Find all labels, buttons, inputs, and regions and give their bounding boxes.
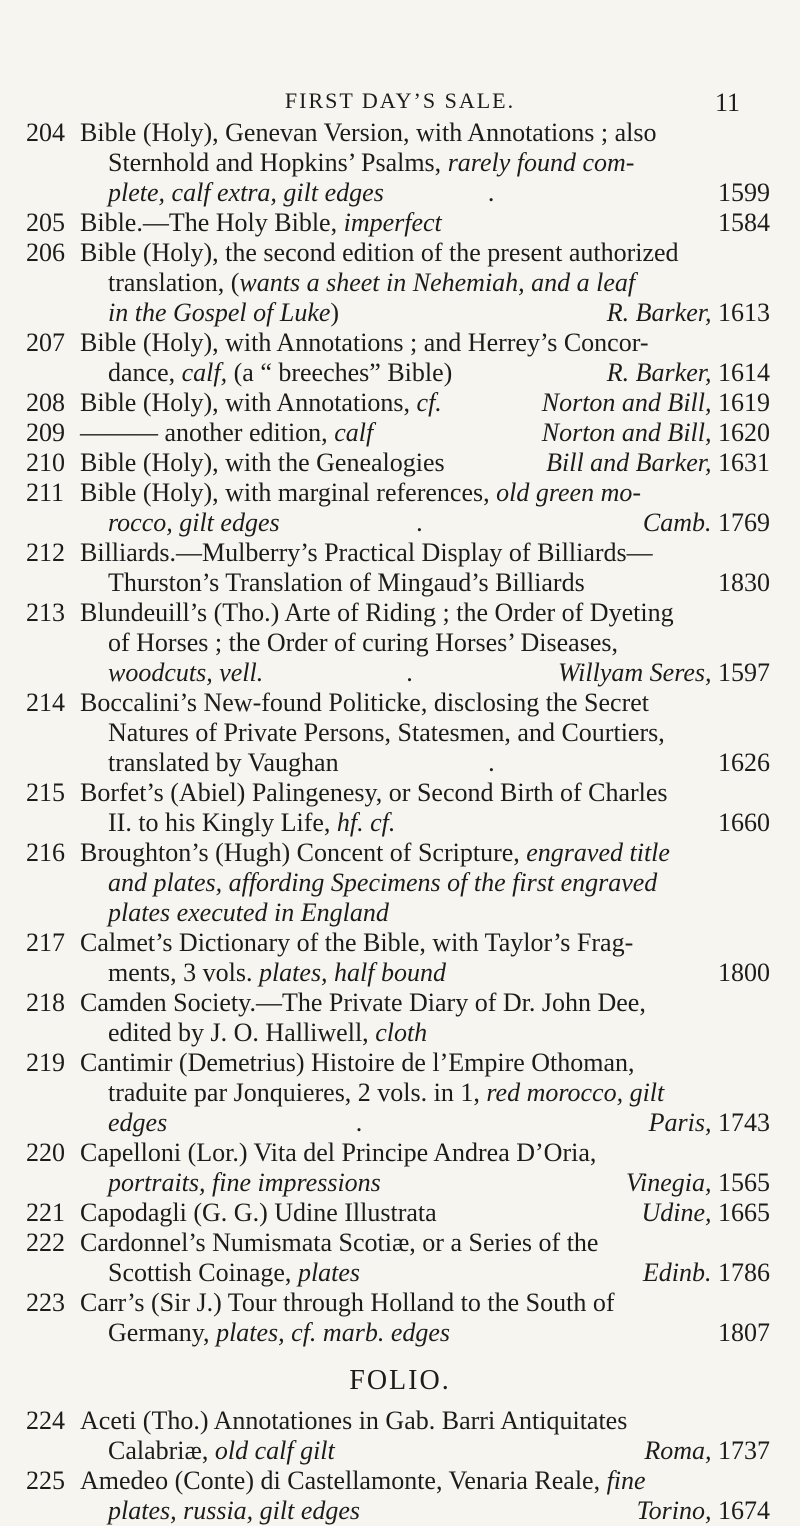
catalogue-entry: [0, 388, 800, 418]
lot-number: 211: [26, 478, 65, 507]
catalogue-entry: [0, 988, 800, 1048]
entry-text: ——— another edition, calf: [80, 418, 374, 447]
entry-text: plates, russia, gilt edges: [108, 1496, 361, 1525]
entry-line: [108, 298, 770, 328]
entry-line: [108, 568, 770, 598]
entry-text: plete, calf extra, gilt edges .: [108, 178, 495, 207]
entry-text: in the Gospel of Luke): [108, 298, 340, 327]
entry-line: [108, 658, 770, 688]
entry-line: [80, 328, 770, 358]
catalogue-entry: [0, 1288, 800, 1348]
entry-line: [108, 1436, 770, 1466]
lot-number: 212: [26, 538, 65, 567]
entry-line: [80, 778, 770, 808]
entry-line: [80, 598, 770, 628]
entry-text: Blundeuill’s (Tho.) Arte of Riding ; the Order of Dyeting: [80, 598, 674, 627]
lot-number: 218: [26, 988, 65, 1017]
catalogue-entry: [0, 1198, 800, 1228]
catalogue-entries: [0, 118, 800, 1526]
catalogue-entry: [0, 598, 800, 688]
entry-text: Calmet’s Dictionary of the Bible, with Taylor’s Frag-: [80, 928, 634, 957]
catalogue-entry: [0, 238, 800, 328]
entry-text: Bible (Holy), with Annotations, cf.: [80, 388, 442, 417]
entry-line: [80, 118, 770, 148]
entry-text: Aceti (Tho.) Annotationes in Gab. Barri Antiquitates: [80, 1406, 628, 1435]
catalogue-entry: [0, 448, 800, 478]
lot-number: 216: [26, 838, 65, 867]
catalogue-entry: [0, 208, 800, 238]
entry-text: Cantimir (Demetrius) Histoire de l’Empire Othoman,: [80, 1048, 635, 1077]
lot-number: 224: [26, 1406, 65, 1435]
catalogue-entry: [0, 778, 800, 838]
entry-line: [108, 1258, 770, 1288]
entry-text: Capodagli (G. G.) Udine Illustrata: [80, 1198, 437, 1227]
entry-line: [108, 628, 770, 658]
entry-text: Carr’s (Sir J.) Tour through Holland to the South of: [80, 1288, 615, 1317]
entry-text: and plates, affording Specimens of the first engraved: [108, 868, 658, 897]
catalogue-entry: [0, 118, 800, 208]
catalogue-entry: [0, 418, 800, 448]
entry-imprint: R. Barker, 1613: [606, 298, 770, 327]
entry-imprint: Vinegia, 1565: [626, 1168, 770, 1197]
entry-text: Bible (Holy), with the Genealogies: [80, 448, 445, 477]
entry-text: Thurston’s Translation of Mingaud’s Billiards: [108, 568, 585, 597]
entry-text: Bible (Holy), with Annotations ; and Herrey’s Concor-: [80, 328, 649, 357]
entry-line: [108, 1108, 770, 1138]
entry-text: Capelloni (Lor.) Vita del Principe Andrea D’Oria,: [80, 1138, 597, 1167]
entry-imprint: Udine, 1665: [641, 1198, 770, 1227]
lot-number: 208: [26, 388, 65, 417]
entry-line: [80, 418, 770, 448]
entry-text: Calabriæ, old calf gilt: [108, 1436, 335, 1465]
entry-text: dance, calf, (a “ breeches” Bible): [108, 358, 453, 387]
entry-line: [108, 508, 770, 538]
entry-text: portraits, fine impressions: [108, 1168, 381, 1197]
entry-text: II. to his Kingly Life, hf. cf.: [108, 808, 396, 837]
section-title: FOLIO.: [349, 1365, 451, 1396]
entry-imprint: Norton and Bill, 1620: [541, 418, 770, 447]
entry-line: [108, 898, 770, 928]
entry-line: [80, 388, 770, 418]
lot-number: 220: [26, 1138, 65, 1167]
entry-line: [80, 478, 770, 508]
entry-text: translation, (wants a sheet in Nehemiah, and a leaf: [108, 268, 636, 297]
entry-text: woodcuts, vell. .: [108, 658, 413, 687]
entry-imprint: 1807: [718, 1318, 770, 1347]
entry-text: Sternhold and Hopkins’ Psalms, rarely found com-: [108, 148, 635, 177]
entry-text: Borfet’s (Abiel) Palingenesy, or Second Birth of Charles: [80, 778, 668, 807]
lot-number: 207: [26, 328, 65, 357]
lot-number: 223: [26, 1288, 65, 1317]
entry-line: [80, 1138, 770, 1168]
entry-imprint: 1800: [718, 958, 770, 987]
lot-number: 215: [26, 778, 65, 807]
entry-imprint: R. Barker, 1614: [606, 358, 770, 387]
lot-number: 222: [26, 1228, 65, 1257]
entry-line: [80, 238, 770, 268]
lot-number: 219: [26, 1048, 65, 1077]
entry-line: [108, 178, 770, 208]
entry-imprint: 1584: [718, 208, 770, 237]
lot-number: 205: [26, 208, 65, 237]
lot-number: 213: [26, 598, 65, 627]
catalogue-entry: [0, 538, 800, 598]
entry-line: [108, 1496, 770, 1526]
entry-text: Cardonnel’s Numismata Scotiæ, or a Series of the: [80, 1228, 599, 1257]
entry-imprint: Paris, 1743: [648, 1108, 770, 1137]
entry-imprint: Camb. 1769: [642, 508, 770, 537]
entry-text: Billiards.—Mulberry’s Practical Display of Billiards—: [80, 538, 653, 567]
entry-line: [108, 1318, 770, 1348]
entry-line: [108, 148, 770, 178]
entry-line: [80, 1198, 770, 1228]
entry-line: [80, 988, 770, 1018]
catalogue-entry: [0, 928, 800, 988]
lot-number: 221: [26, 1198, 65, 1227]
entry-text: translated by Vaughan .: [108, 748, 495, 777]
entry-text: plates executed in England: [108, 898, 389, 927]
entry-text: traduite par Jonquieres, 2 vols. in 1, red morocco, gilt: [108, 1078, 665, 1107]
lot-number: 217: [26, 928, 65, 957]
entry-text: ments, 3 vols. plates, half bound: [108, 958, 447, 987]
entries-before-section: [0, 118, 800, 1348]
entry-text: Bible (Holy), the second edition of the present authorized: [80, 238, 679, 267]
entry-text: Bible (Holy), Genevan Version, with Annotations ; also: [80, 118, 657, 147]
entry-text: Natures of Private Persons, Statesmen, and Courtiers,: [108, 718, 665, 747]
entry-text: of Horses ; the Order of curing Horses’ Diseases,: [108, 628, 618, 657]
entry-line: [80, 208, 770, 238]
entry-line: [80, 928, 770, 958]
lot-number: 225: [26, 1466, 65, 1495]
entry-line: [80, 1406, 770, 1436]
entry-text: Camden Society.—The Private Diary of Dr. John Dee,: [80, 988, 646, 1017]
entry-text: Germany, plates, cf. marb. edges: [108, 1318, 451, 1347]
entry-imprint: Torino, 1674: [636, 1496, 770, 1525]
entry-imprint: Bill and Barker, 1631: [546, 448, 770, 477]
entry-line: [108, 1168, 770, 1198]
page-header: [0, 88, 800, 118]
entry-line: [108, 748, 770, 778]
catalogue-entry: [0, 838, 800, 928]
entry-line: [80, 1228, 770, 1258]
catalogue-entry: [0, 478, 800, 538]
entry-text: Bible.—The Holy Bible, imperfect: [80, 208, 442, 237]
entry-line: [108, 1018, 770, 1048]
lot-number: 210: [26, 448, 65, 477]
entry-text: Scottish Coinage, plates: [108, 1258, 361, 1287]
entry-line: [80, 1466, 770, 1496]
entry-imprint: Willyam Seres, 1597: [557, 658, 770, 687]
lot-number: 209: [26, 418, 65, 447]
entry-line: [80, 1048, 770, 1078]
entry-imprint: Edinb. 1786: [642, 1258, 770, 1287]
entry-text: rocco, gilt edges .: [108, 508, 423, 537]
running-head: FIRST DAY’S SALE.: [284, 88, 516, 113]
entries-after-section: [0, 1406, 800, 1526]
entry-line: [108, 268, 770, 298]
entry-text: Bible (Holy), with marginal references, old green mo-: [80, 478, 642, 507]
entry-line: [108, 718, 770, 748]
catalogue-entry: [0, 1466, 800, 1526]
entry-imprint: 1660: [718, 808, 770, 837]
entry-text: Boccalini’s New-found Politicke, disclosing the Secret: [80, 688, 649, 717]
lot-number: 214: [26, 688, 65, 717]
entry-imprint: Roma, 1737: [644, 1436, 770, 1465]
catalogue-entry: [0, 1048, 800, 1138]
entry-line: [108, 958, 770, 988]
entry-text: Broughton’s (Hugh) Concent of Scripture, engraved title: [80, 838, 670, 867]
lot-number: 206: [26, 238, 65, 267]
catalogue-entry: [0, 1228, 800, 1288]
entry-imprint: 1626: [718, 748, 770, 777]
entry-line: [80, 538, 770, 568]
entry-line: [108, 358, 770, 388]
entry-imprint: 1599: [718, 178, 770, 207]
entry-text: edited by J. O. Halliwell, cloth: [108, 1018, 428, 1047]
lot-number: 204: [26, 118, 65, 147]
entry-imprint: 1830: [718, 568, 770, 597]
entry-line: [80, 688, 770, 718]
entry-line: [108, 808, 770, 838]
page-number: 11: [714, 88, 740, 117]
catalogue-entry: [0, 688, 800, 778]
entry-text: Amedeo (Conte) di Castellamonte, Venaria Reale, fine: [80, 1466, 646, 1495]
entry-line: [80, 448, 770, 478]
entry-line: [80, 1288, 770, 1318]
catalogue-entry: [0, 328, 800, 388]
entry-imprint: Norton and Bill, 1619: [541, 388, 770, 417]
catalogue-entry: [0, 1406, 800, 1466]
catalogue-entry: [0, 1138, 800, 1198]
entry-line: [108, 1078, 770, 1108]
entry-line: [108, 868, 770, 898]
entry-text: edges .: [108, 1108, 363, 1137]
entry-line: [80, 838, 770, 868]
